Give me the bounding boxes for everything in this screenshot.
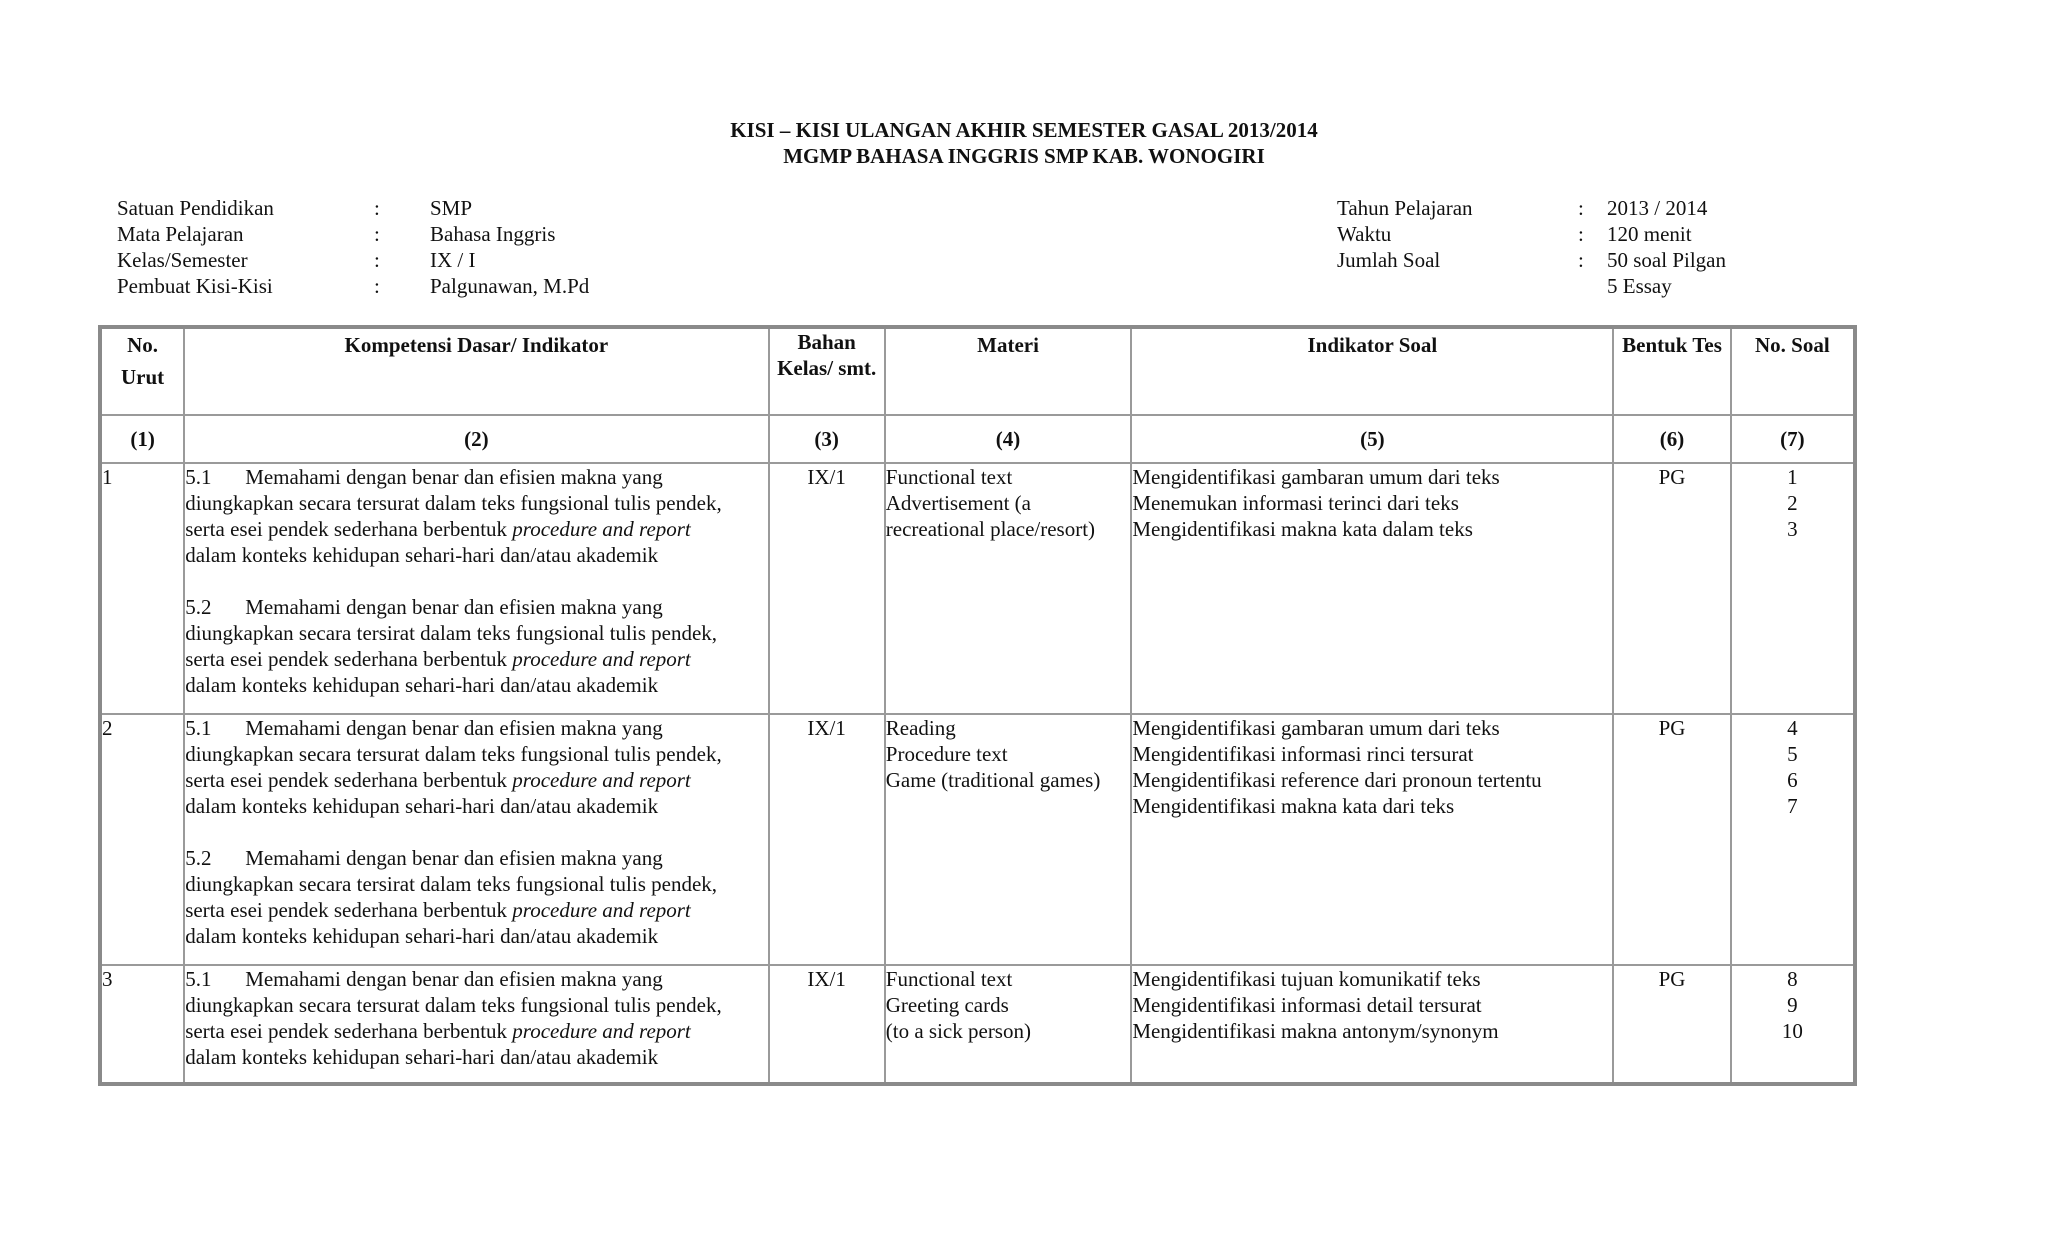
bahan-cell: IX/1: [769, 463, 885, 714]
table-row: [100, 463, 1855, 714]
kompetensi-5-1: 5.1 Memahami dengan benar dan efisien makna yang diungkapkan secara tersurat dalam teks fungsional tulis pendek, serta esei pendek sederhana berbentuk procedure and report dalam konteks kehidupan sehari-hari dan/atau akademik: [185, 967, 722, 1069]
meta-left: [117, 195, 917, 299]
header-indikator: Indikator Soal: [1131, 327, 1613, 415]
header-materi: Materi: [885, 327, 1132, 415]
column-number: (1): [100, 415, 184, 463]
bentuk-cell: PG: [1613, 714, 1730, 965]
kompetensi-5-1: 5.1 Memahami dengan benar dan efisien makna yang diungkapkan secara tersurat dalam teks fungsional tulis pendek, serta esei pendek sederhana berbentuk procedure and report dalam konteks kehidupan sehari-hari dan/atau akademik: [185, 716, 722, 818]
kompetensi-cell: [184, 463, 768, 714]
header-bahan: Bahan Kelas/ smt.: [769, 327, 885, 415]
bentuk-cell: PG: [1613, 965, 1730, 1084]
meta-row: [117, 247, 917, 273]
meta-label: Waktu: [1337, 222, 1392, 246]
meta-colon: :: [1578, 196, 1584, 220]
meta-colon: :: [374, 274, 380, 298]
column-number-row: [100, 415, 1855, 463]
column-number: (2): [184, 415, 768, 463]
indikator-cell: Mengidentifikasi gambaran umum dari teks Menemukan informasi terinci dari teks Mengidentifikasi makna kata dalam teks: [1131, 463, 1613, 714]
column-number: (3): [769, 415, 885, 463]
nosoal-cell: 8 9 10: [1731, 965, 1855, 1084]
materi-cell: Functional text Advertisement (a recreational place/resort): [885, 463, 1132, 714]
column-number: (6): [1613, 415, 1730, 463]
indikator-cell: Mengidentifikasi tujuan komunikatif teks Mengidentifikasi informasi detail tersurat Mengidentifikasi makna antonym/synonym: [1131, 965, 1613, 1084]
meta-colon: :: [374, 196, 380, 220]
meta-colon: :: [1578, 222, 1584, 246]
meta-row: [117, 221, 917, 247]
column-number: (5): [1131, 415, 1613, 463]
kompetensi-5-2: 5.2 Memahami dengan benar dan efisien makna yang diungkapkan secara tersirat dalam teks fungsional tulis pendek, serta esei pendek sederhana berbentuk procedure and report dalam konteks kehidupan sehari-hari dan/atau akademik: [185, 846, 718, 948]
meta-label: Satuan Pendidikan: [117, 196, 274, 220]
kisi-table: [98, 325, 1857, 1086]
table-header-row: [100, 327, 1855, 415]
bahan-cell: IX/1: [769, 965, 885, 1084]
kompetensi-5-2: 5.2 Memahami dengan benar dan efisien makna yang diungkapkan secara tersirat dalam teks fungsional tulis pendek, serta esei pendek sederhana berbentuk procedure and report dalam konteks kehidupan sehari-hari dan/atau akademik: [185, 595, 718, 697]
meta-value: 50 soal Pilgan: [1607, 248, 1726, 272]
meta-value: SMP: [430, 196, 473, 220]
meta-label: Tahun Pelajaran: [1337, 196, 1473, 220]
header-kompetensi: Kompetensi Dasar/ Indikator: [184, 327, 768, 415]
document-subtitle: MGMP BAHASA INGGRIS SMP KAB. WONOGIRI: [783, 144, 1265, 168]
kompetensi-cell: [184, 965, 768, 1084]
meta-row: [1337, 273, 1837, 299]
meta-value: Palgunawan, M.Pd: [430, 274, 590, 298]
header-no-urut: No. Urut: [100, 327, 184, 415]
nosoal-cell: 4 5 6 7: [1731, 714, 1855, 965]
meta-label: Pembuat Kisi-Kisi: [117, 274, 273, 298]
kompetensi-cell: [184, 714, 768, 965]
table-row: [100, 965, 1855, 1084]
meta-row: [117, 195, 917, 221]
meta-label: Kelas/Semester: [117, 248, 248, 272]
bentuk-cell: PG: [1613, 463, 1730, 714]
column-number: (4): [885, 415, 1132, 463]
meta-label: Jumlah Soal: [1337, 248, 1441, 272]
materi-cell: Functional text Greeting cards (to a sick person): [885, 965, 1132, 1084]
document-title: KISI – KISI ULANGAN AKHIR SEMESTER GASAL 2013/2014: [730, 118, 1318, 142]
column-number: (7): [1731, 415, 1855, 463]
meta-value: Bahasa Inggris: [430, 222, 556, 246]
meta-row: [117, 273, 917, 299]
meta-row: [1337, 195, 1837, 221]
meta-label: Mata Pelajaran: [117, 222, 244, 246]
meta-value: 120 menit: [1607, 222, 1692, 246]
meta-row: [1337, 247, 1837, 273]
row-number: 1: [100, 463, 184, 714]
meta-value: IX / I: [430, 248, 476, 272]
header-no-soal: No. Soal: [1731, 327, 1855, 415]
meta-colon: :: [374, 222, 380, 246]
meta-value: 2013 / 2014: [1607, 196, 1708, 220]
indikator-cell: Mengidentifikasi gambaran umum dari teks Mengidentifikasi informasi rinci tersurat Mengidentifikasi reference dari pronoun tertentu Mengidentifikasi makna kata dari teks: [1131, 714, 1613, 965]
row-number: 2: [100, 714, 184, 965]
meta-value: 5 Essay: [1607, 274, 1672, 298]
bahan-cell: IX/1: [769, 714, 885, 965]
meta-colon: :: [374, 248, 380, 272]
table-row: [100, 714, 1855, 965]
meta-row: [1337, 221, 1837, 247]
materi-cell: Reading Procedure text Game (traditional games): [885, 714, 1132, 965]
nosoal-cell: 1 2 3: [1731, 463, 1855, 714]
header-bentuk: Bentuk Tes: [1613, 327, 1730, 415]
kompetensi-5-1: 5.1 Memahami dengan benar dan efisien makna yang diungkapkan secara tersurat dalam teks fungsional tulis pendek, serta esei pendek sederhana berbentuk procedure and report dalam konteks kehidupan sehari-hari dan/atau akademik: [185, 465, 722, 567]
meta-right: [1337, 195, 1837, 299]
row-number: 3: [100, 965, 184, 1084]
meta-colon: :: [1578, 248, 1584, 272]
